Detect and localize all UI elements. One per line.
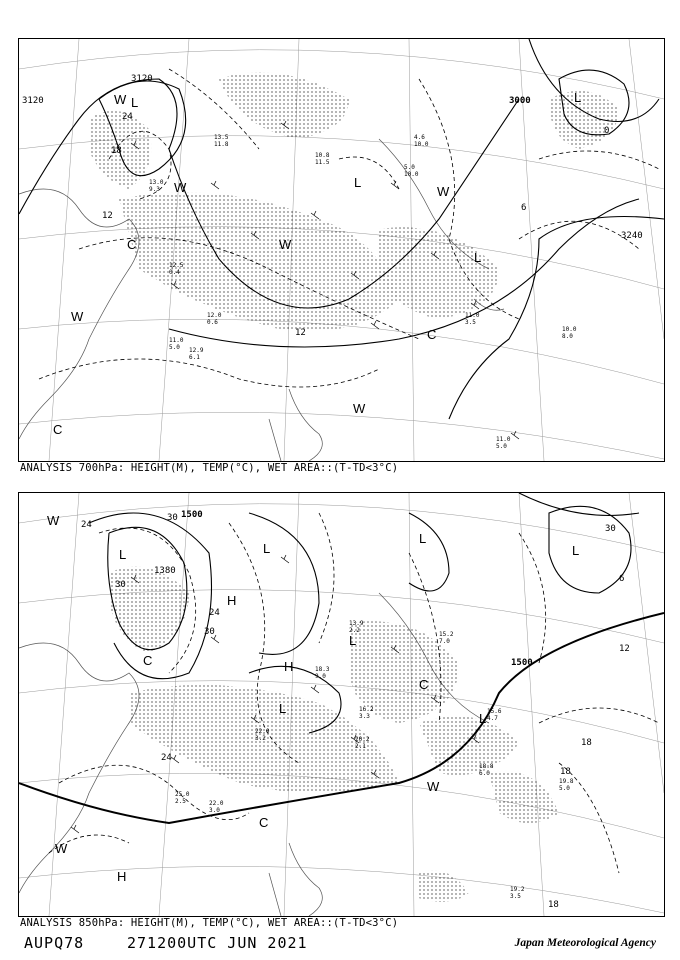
cold-center: C xyxy=(419,677,429,692)
station-dew: 0.6 xyxy=(207,319,218,326)
map-700hpa-canvas xyxy=(19,39,664,461)
station-dew: 3.3 xyxy=(359,713,370,720)
low-center: L xyxy=(263,541,271,556)
station-dew: 7.0 xyxy=(439,638,450,645)
station-dew: 5.0 xyxy=(559,785,570,792)
station-temp: 25.0 xyxy=(175,791,190,798)
temp-label: 18 xyxy=(560,767,571,777)
station-temp: 22.0 xyxy=(255,728,270,735)
warm-center: W xyxy=(174,180,187,195)
station-temp: 15.6 xyxy=(487,708,502,715)
low-center: L xyxy=(354,175,362,190)
height-label: 1500 xyxy=(511,658,533,668)
height-label: 1500 xyxy=(181,510,203,520)
station-temp: 11.0 xyxy=(169,337,184,344)
warm-center: W xyxy=(47,513,60,528)
station-temp: 16.2 xyxy=(359,706,374,713)
temp-label: 24 xyxy=(209,608,220,618)
station-dew: 6.0 xyxy=(479,770,490,777)
station-dew: 2.2 xyxy=(349,627,360,634)
station-temp: 4.6 xyxy=(414,134,425,141)
warm-center: W xyxy=(55,841,68,856)
station-temp: 18.8 xyxy=(479,763,494,770)
station-dew: 9.3 xyxy=(149,186,160,193)
station-dew: 8.0 xyxy=(562,333,573,340)
station-temp: 13.9 xyxy=(349,620,364,627)
high-center: H xyxy=(284,659,294,674)
station-dew: 0.4 xyxy=(169,269,180,276)
temp-label: 30 xyxy=(167,513,178,523)
station-temp: 10.8 xyxy=(315,152,330,159)
temp-label: 12 xyxy=(102,211,113,221)
caption-850hpa: ANALYSIS 850hPa: HEIGHT(M), TEMP(°C), WET AREA::(T-TD<3°C) xyxy=(20,917,399,929)
low-center: L xyxy=(479,711,487,726)
station-dew: 3.0 xyxy=(209,807,220,814)
low-center: L xyxy=(279,701,287,716)
temp-label: 30 xyxy=(605,524,616,534)
station-dew: 11.5 xyxy=(315,159,330,166)
station-temp: 13.0 xyxy=(149,179,164,186)
cold-center: C xyxy=(127,237,137,252)
height-label: 3240 xyxy=(621,231,643,241)
station-temp: 12.9 xyxy=(189,347,204,354)
warm-center: W xyxy=(353,401,366,416)
temp-label: 24 xyxy=(161,753,172,763)
height-label: 3000 xyxy=(509,96,531,106)
station-temp: 13.5 xyxy=(214,134,229,141)
station-dew: 4.7 xyxy=(487,715,498,722)
cold-center: C xyxy=(259,815,269,830)
low-center: L xyxy=(349,633,357,648)
temp-label: 6 xyxy=(521,203,527,213)
temp-label: 18 xyxy=(111,146,122,156)
height-label: 1380 xyxy=(154,566,176,576)
low-center: L xyxy=(474,250,482,265)
map-850hpa-canvas xyxy=(19,493,664,916)
warm-center: W xyxy=(114,92,127,107)
station-temp: 18.3 xyxy=(315,666,330,673)
station-dew: 5.0 xyxy=(169,344,180,351)
station-temp: 11.0 xyxy=(496,436,511,443)
temp-label: 24 xyxy=(122,112,133,122)
temp-label: 30 xyxy=(204,627,215,637)
low-center: L xyxy=(419,531,427,546)
map-850hpa xyxy=(18,492,665,917)
warm-center: W xyxy=(279,237,292,252)
warm-center: W xyxy=(437,184,450,199)
temp-label: 30 xyxy=(115,580,126,590)
map-700hpa xyxy=(18,38,665,462)
station-dew: 3.2 xyxy=(255,735,266,742)
low-center: L xyxy=(572,543,580,558)
station-dew: 11.8 xyxy=(214,141,229,148)
high-center: H xyxy=(227,593,237,608)
height-labels xyxy=(154,510,533,668)
station-temp: 19.2 xyxy=(510,886,525,893)
low-center: L xyxy=(574,90,582,105)
high-center: H xyxy=(117,869,127,884)
low-center: L xyxy=(131,95,139,110)
cold-center: C xyxy=(143,653,153,668)
height-label: 3120 xyxy=(131,74,153,84)
station-dew: 9.0 xyxy=(315,673,326,680)
temp-label: 18 xyxy=(581,738,592,748)
wet-areas xyxy=(89,72,619,331)
temp-label: 12 xyxy=(295,328,306,338)
station-dew: 10.0 xyxy=(404,171,419,178)
station-dew: 2.1 xyxy=(355,743,366,750)
station-dew: 2.5 xyxy=(175,798,186,805)
station-temp: 12.0 xyxy=(207,312,222,319)
height-label: 3120 xyxy=(22,96,44,106)
station-dew: 10.0 xyxy=(414,141,429,148)
station-temp: 15.2 xyxy=(439,631,454,638)
product-code: AUPQ78 xyxy=(24,934,85,952)
warm-center: W xyxy=(71,309,84,324)
warm-center: W xyxy=(427,779,440,794)
station-temp: 20.2 xyxy=(355,736,370,743)
cold-center: C xyxy=(427,327,437,342)
station-temp: 12.5 xyxy=(169,262,184,269)
cold-center: C xyxy=(53,422,63,437)
station-dew: 3.5 xyxy=(465,319,476,326)
station-temp: 19.8 xyxy=(559,778,574,785)
temp-label: 0 xyxy=(604,126,610,136)
station-temp: 5.0 xyxy=(404,164,415,171)
wet-areas xyxy=(109,566,559,902)
station-dew: 6.1 xyxy=(189,354,200,361)
station-dew: 3.5 xyxy=(510,893,521,900)
temp-label: 24 xyxy=(81,520,92,530)
station-temp: 10.0 xyxy=(562,326,577,333)
station-dew: 5.0 xyxy=(496,443,507,450)
temp-label: 6 xyxy=(619,574,625,584)
temp-label: 12 xyxy=(619,644,630,654)
station-temp: 22.0 xyxy=(209,800,224,807)
caption-700hpa: ANALYSIS 700hPa: HEIGHT(M), TEMP(°C), WET AREA::(T-TD<3°C) xyxy=(20,462,399,474)
temp-label: 18 xyxy=(548,900,559,910)
station-temp: 11.0 xyxy=(465,312,480,319)
agency-name: Japan Meteorological Agency xyxy=(514,937,656,949)
low-center: L xyxy=(119,547,127,562)
valid-time: 271200UTC JUN 2021 xyxy=(127,934,308,952)
